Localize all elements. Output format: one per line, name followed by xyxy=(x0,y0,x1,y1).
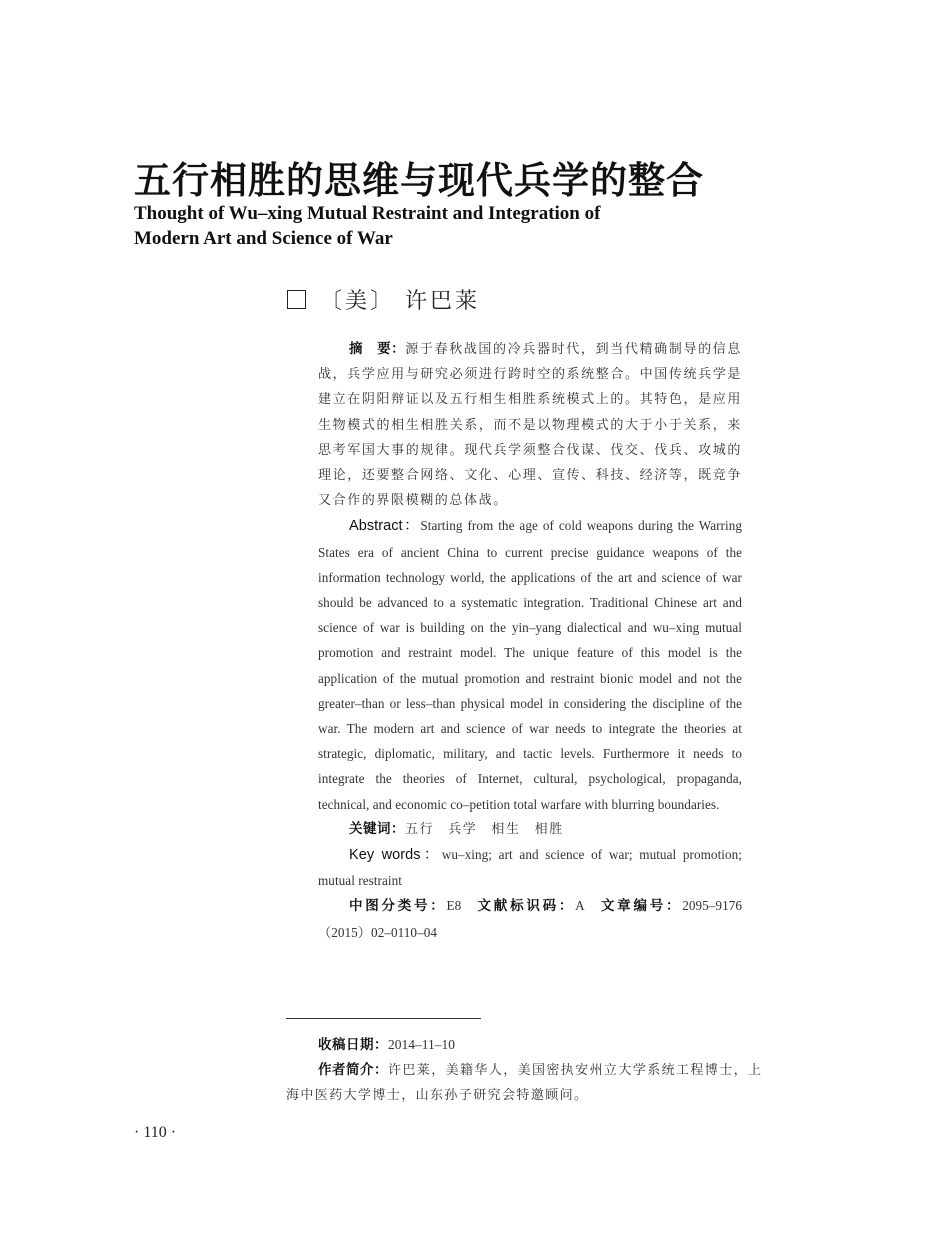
abstract-en xyxy=(318,513,742,816)
bio-label: 作者简介： xyxy=(318,1062,388,1078)
classification-line xyxy=(318,893,742,944)
keywords-en xyxy=(318,842,742,893)
page-number: · 110 · xyxy=(134,1124,177,1141)
doc-code-label: 文献标识码： xyxy=(475,898,576,915)
keyword-item: 五行 xyxy=(405,821,435,837)
abstract-block xyxy=(318,337,742,945)
keywords-en-text: wu–xing; art and science of war; mutual promotion; mutual restraint xyxy=(318,847,742,889)
article-no-value: 2095–9176（2015）02–0110–04 xyxy=(318,898,743,940)
received-value: 2014–11–10 xyxy=(388,1037,455,1052)
keyword-item: 相胜 xyxy=(534,821,564,837)
received-date xyxy=(286,1032,776,1058)
article-title-en: Thought of Wu–xing Mutual Restraint and Integration of Modern Art and Science of War xyxy=(134,203,601,249)
keywords-en-label: Key words： xyxy=(349,847,442,864)
keyword-item: 兵学 xyxy=(448,821,478,837)
article-title-zh: 五行相胜的思维与现代兵学的整合 xyxy=(134,159,704,202)
author-bio xyxy=(286,1058,776,1108)
footnote-divider xyxy=(286,1018,481,1019)
received-label: 收稿日期： xyxy=(318,1037,388,1053)
square-icon xyxy=(287,290,306,309)
clc-value: E8 xyxy=(446,898,462,914)
abstract-zh xyxy=(318,337,742,513)
clc-label: 中图分类号： xyxy=(349,898,447,915)
doc-code-value: A xyxy=(575,898,585,914)
abstract-zh-text: 源于春秋战国的冷兵器时代，到当代精确制导的信息战，兵学应用与研究必须进行跨时空的系统整合。中国传统兵学是建立在阴阳辩证以及五行相生相胜系统模式上的。其特色，是应用生物模式的相生相胜关系，而不是以物理模式的大于小于关系，来思考军国大事的规律。现代兵学须整合伐谋、伐交、伐兵、攻城的理论，还要整合网络、文化、心理、宣传、科技、经济等，既竞争又合作的界限模糊的总体战。 xyxy=(318,342,742,509)
article-no-label: 文章编号： xyxy=(598,898,683,915)
abstract-en-label: Abstract： xyxy=(349,518,421,535)
bio-text: 许巴莱，美籍华人，美国密执安州立大学系统工程博士，上海中医药大学博士，山东孙子研究会特邀顾问。 xyxy=(286,1063,763,1103)
abstract-zh-label: 摘 要： xyxy=(349,341,406,357)
keyword-item: 相生 xyxy=(491,821,521,837)
author-name: 许巴莱 xyxy=(405,289,481,314)
keywords-zh xyxy=(318,817,742,842)
author-line xyxy=(287,284,480,315)
footnote-block xyxy=(286,1032,776,1108)
abstract-en-text: Starting from the age of cold weapons during the Warring States era of ancient China to current precise guidance weapons of the information technology world, the applications of the art and science of war should be advanced to a systematic integration. Traditional Chinese art and science of war is building on the yin–yang dialectical and wu–xing mutual promotion and restraint model. The unique feature of this model is the application of the mutual promotion and restraint bionic model and not the greater–than or less–than physical model in considering the discipline of the war. The modern art and science of war needs to integrate the theories at strategic, diplomatic, military, and tactic levels. Furthermore it needs to integrate the theories of Internet, cultural, psychological, propaganda, technical, and economic co–petition total warfare with blurring boundaries. xyxy=(318,518,743,812)
keywords-zh-label: 关键词： xyxy=(349,820,405,837)
author-nationality: 〔美〕 xyxy=(320,289,396,314)
